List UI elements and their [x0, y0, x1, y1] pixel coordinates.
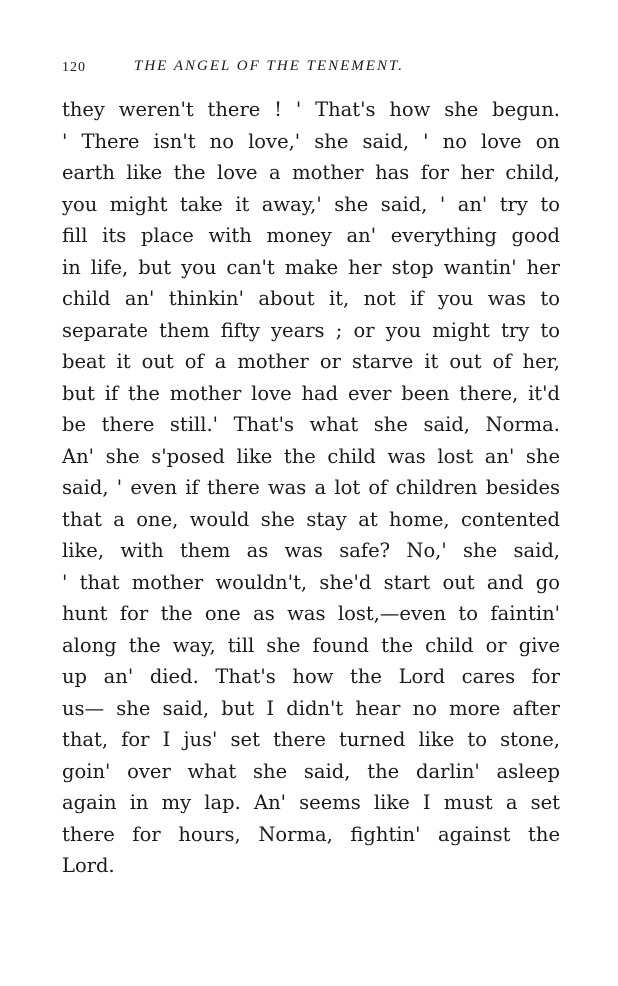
- text-line: there for hours, Norma, fightin' against the: [62, 822, 560, 846]
- text-line: that, for I jus' set there turned like to stone,: [62, 728, 560, 751]
- text-line: you might take it away,' she said, ' an' try to: [62, 192, 560, 216]
- text-line: us— she said, but I didn't hear no more after: [62, 696, 560, 720]
- text-line: be there still.' That's what she said, Norma.: [62, 413, 560, 436]
- text-line: Lord.: [62, 854, 115, 877]
- text-line: again in my lap. An' seems like I must a set: [62, 791, 560, 814]
- text-line: fill its place with money an' everything good: [62, 224, 560, 247]
- text-line: ' that mother wouldn't, she'd start out and go: [62, 570, 560, 594]
- text-line: earth like the love a mother has for her child,: [62, 161, 560, 184]
- book-page: [62, 54, 560, 882]
- text-line: that a one, would she stay at home, contented: [62, 507, 560, 531]
- text-line: child an' thinkin' about it, not if you was to: [62, 287, 560, 310]
- text-line: up an' died. That's how the Lord cares for: [62, 665, 560, 688]
- text-line: but if the mother love had ever been there, it'd: [62, 381, 560, 405]
- text-line: ' There isn't no love,' she said, ' no love on: [62, 129, 560, 153]
- text-line: said, ' even if there was a lot of children besides: [62, 476, 560, 499]
- text-line: hunt for the one as was lost,—even to faintin': [62, 602, 560, 625]
- text-line: like, with them as was safe? No,' she said,: [62, 539, 560, 562]
- running-head: [62, 54, 560, 84]
- body-text: [62, 94, 560, 882]
- text-line: separate them fifty years ; or you might try to: [62, 318, 560, 342]
- running-title: THE ANGEL OF THE TENEMENT.: [134, 58, 404, 74]
- text-line: in life, but you can't make her stop wantin' her: [62, 255, 560, 279]
- text-line: they weren't there ! ' That's how she begun.: [62, 98, 560, 121]
- text-line: beat it out of a mother or starve it out of her,: [62, 350, 560, 373]
- page-number: 120: [62, 60, 86, 75]
- text-line: goin' over what she said, the darlin' asleep: [62, 759, 560, 783]
- text-line: along the way, till she found the child or give: [62, 633, 560, 657]
- text-line: An' she s'posed like the child was lost an' she: [62, 444, 560, 468]
